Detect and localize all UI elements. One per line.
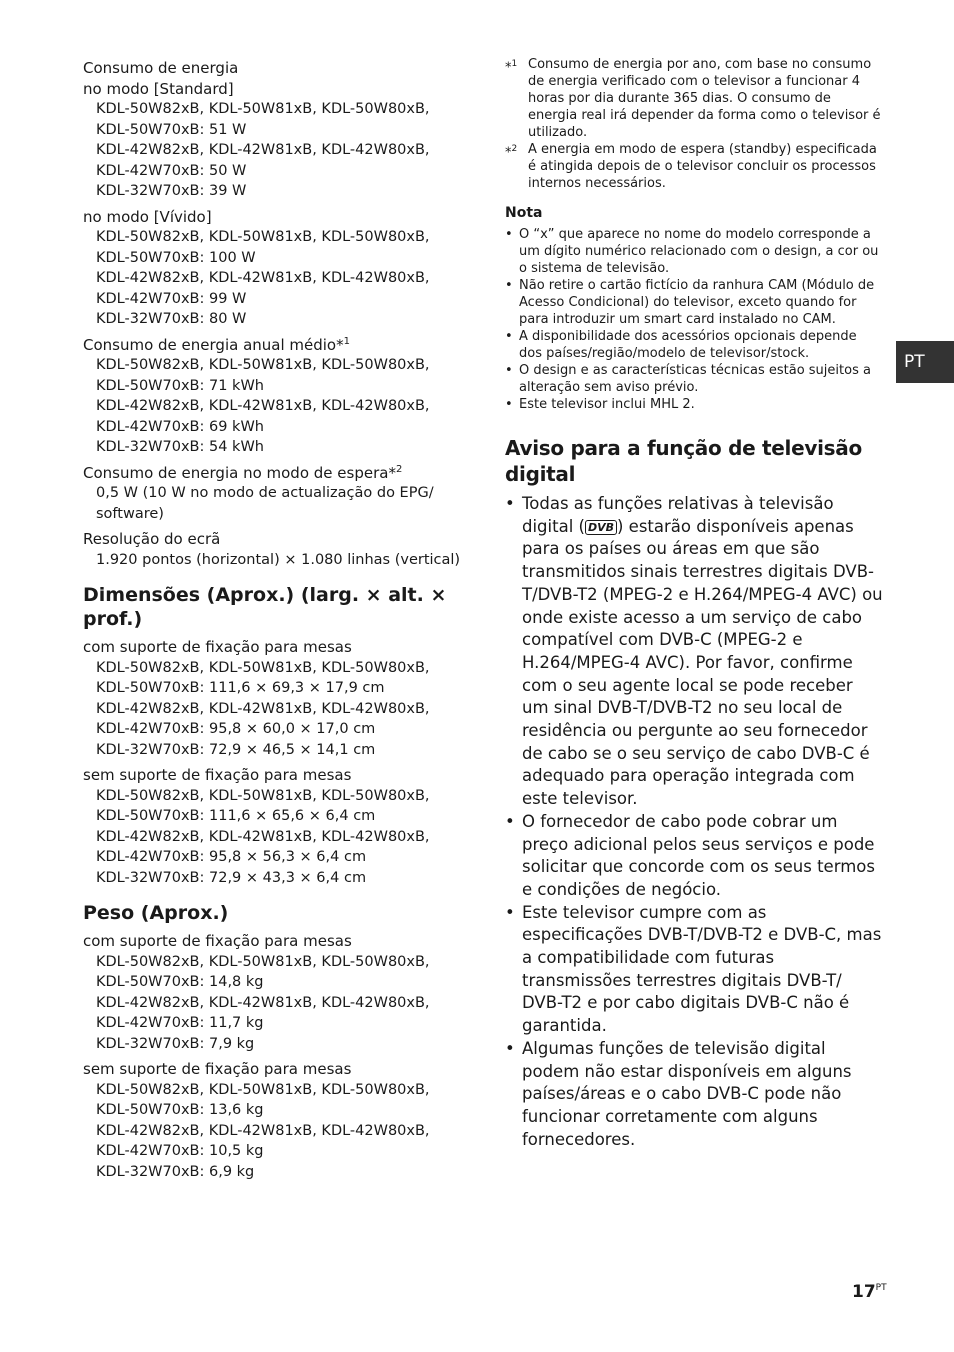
spec-row: KDL-32W70xB: 7,9 kg: [96, 1035, 255, 1052]
spec-row: KDL-32W70xB: 72,9 × 46,5 × 14,1 cm: [96, 741, 376, 758]
dimensions-with-stand-label: com suporte de fixação para mesas: [83, 638, 352, 656]
spec-row: KDL-50W82xB, KDL-50W81xB, KDL-50W80xB,: [96, 787, 430, 804]
weight-title: Peso (Aprox.): [83, 902, 229, 924]
spec-row: 0,5 W (10 W no modo de actualização do EPG/: [96, 485, 434, 501]
resolution-label: Resolução do ecrã: [83, 530, 221, 548]
spec-row: KDL-50W70xB: 100 W: [96, 249, 256, 266]
spec-row: KDL-50W82xB, KDL-50W81xB, KDL-50W80xB,: [96, 101, 430, 117]
power-standard-values: [83, 99, 473, 202]
digital-tv-text: Todas as funções relativas à televisão digital (: [522, 494, 834, 536]
spec-row: KDL-42W82xB, KDL-42W81xB, KDL-42W80xB,: [96, 1122, 430, 1139]
page-number: [852, 1282, 887, 1302]
footnote-marker: [505, 56, 517, 76]
page-number-value: 17: [852, 1282, 876, 1302]
spec-row: KDL-42W82xB, KDL-42W81xB, KDL-42W80xB,: [96, 828, 430, 845]
digital-tv-item: • Algumas funções de televisão digital podem não estar disponíveis em alguns países/áreas e o cabo DVB-C pode não funcionar corretamente com alguns fornecedores.: [505, 1038, 883, 1152]
digital-tv-item: • O fornecedor de cabo pode cobrar um preço adicional pelos seus serviços e pode solicitar que concorde com os seus termos e condições de negócio.: [505, 811, 883, 902]
dimensions-title: Dimensões (Aprox.) (larg. × alt. × prof.): [83, 584, 447, 630]
power-standby-label-text: Consumo de energia no modo de espera*: [83, 463, 396, 482]
dimensions-without-stand-label: sem suporte de fixação para mesas: [83, 766, 352, 784]
spec-row: KDL-32W70xB: 72,9 × 43,3 × 6,4 cm: [96, 869, 367, 886]
digital-tv-item: [505, 493, 883, 811]
footnote-marker: [505, 141, 517, 161]
nota-title: Nota: [505, 205, 543, 221]
power-vivid-label: no modo [Vívido]: [83, 207, 212, 226]
weight-with-stand-label: com suporte de fixação para mesas: [83, 932, 352, 950]
nota-item: • O design e as características técnicas estão sujeitos a alteração sem aviso prévio.: [505, 362, 883, 396]
nota-item: • O “x” que aparece no nome do modelo corresponde a um dígito numérico relacionado com o design, a cor ou o sistema de televisão.: [505, 226, 883, 277]
power-annual-label-text: Consumo de energia anual médio*: [83, 335, 344, 354]
power-standby-values: [83, 483, 473, 524]
footnote-2: [505, 141, 883, 192]
page-number-suffix: PT: [875, 1283, 887, 1293]
footnote-number: 2: [511, 144, 518, 154]
nota-item: • Este televisor inclui MHL 2.: [505, 396, 883, 413]
footnote-ref: 2: [395, 463, 403, 475]
spec-row: KDL-42W70xB: 10,5 kg: [96, 1143, 264, 1159]
spec-row: KDL-50W82xB, KDL-50W81xB, KDL-50W80xB,: [96, 1081, 430, 1098]
power-standard-label: Consumo de energia: [83, 59, 239, 77]
spec-row: KDL-32W70xB: 39 W: [96, 183, 247, 199]
spec-row: KDL-50W82xB, KDL-50W81xB, KDL-50W80xB,: [96, 953, 430, 970]
spec-row: KDL-50W70xB: 13,6 kg: [96, 1102, 264, 1118]
footnote-text: A energia em modo de espera (standby) especificada é atingida depois de o televisor concluir os processos internos necessários.: [528, 142, 877, 191]
power-annual-values: [83, 355, 473, 458]
power-standby-label: [83, 463, 473, 484]
power-annual-label: [83, 335, 473, 356]
right-column: [505, 56, 883, 1151]
spec-row: KDL-32W70xB: 54 kWh: [96, 439, 264, 455]
spec-row: KDL-42W70xB: 11,7 kg: [96, 1015, 264, 1031]
nota-item: • Não retire o cartão fictício da ranhura CAM (Módulo de Acesso Condicional) do televisor, exceto quando for para introduzir um smart card instalado no CAM.: [505, 277, 883, 328]
spec-row: KDL-42W70xB: 99 W: [96, 290, 247, 307]
spec-row: software): [96, 505, 164, 522]
footnote-text: Consumo de energia por ano, com base no consumo de energia verificado com o televisor a funcionar 4 horas por dia durante 365 dias. O consumo de energia real irá depender da forma como o televisor é utilizado.: [528, 57, 881, 140]
spec-row: KDL-32W70xB: 80 W: [96, 311, 247, 327]
spec-row: KDL-50W70xB: 111,6 × 69,3 × 17,9 cm: [96, 680, 385, 696]
power-vivid-values: [83, 227, 473, 330]
footnote-number: 1: [511, 59, 518, 69]
spec-row: KDL-50W70xB: 111,6 × 65,6 × 6,4 cm: [96, 808, 376, 824]
spec-row: KDL-50W82xB, KDL-50W81xB, KDL-50W80xB,: [96, 229, 430, 245]
language-tab: PT: [896, 341, 954, 383]
spec-row: KDL-42W70xB: 50 W: [96, 162, 247, 179]
spec-row: KDL-42W82xB, KDL-42W81xB, KDL-42W80xB,: [96, 270, 430, 286]
digital-tv-item: • Este televisor cumpre com as especificações DVB-T/DVB-T2 e DVB-C, mas a compatibilidade com futuras transmissões terrestres digitais DVB-T/ DVB-T2 e por cabo digitais DVB-C não é garantida.: [505, 902, 883, 1038]
spec-row: KDL-50W82xB, KDL-50W81xB, KDL-50W80xB,: [96, 357, 430, 373]
left-column: [83, 58, 473, 1182]
spec-row: KDL-42W82xB, KDL-42W81xB, KDL-42W80xB,: [96, 700, 430, 717]
spec-row: KDL-32W70xB: 6,9 kg: [96, 1163, 255, 1180]
footnote-1: [505, 56, 883, 141]
spec-row: KDL-42W82xB, KDL-42W81xB, KDL-42W80xB,: [96, 142, 430, 158]
spec-row: KDL-50W70xB: 51 W: [96, 121, 247, 138]
spec-row: KDL-42W70xB: 95,8 × 60,0 × 17,0 cm: [96, 721, 376, 737]
spec-row: KDL-50W70xB: 71 kWh: [96, 377, 264, 394]
digital-tv-text: ) estarão disponíveis apenas para os países ou áreas em que são transmitidos sinais terrestres digitais DVB-T/DVB-T2 (MPEG-2 e H.264/MPEG-4 AVC) ou onde existe acesso a um serviço de cabo compatível com DVB-C (MPEG-2 e H.264/MPEG-4 AVC). Por favor, confirme com o seu agente local se pode receber um sinal DVB-T/DVB-T2 no seu local de residência ou pergunte ao seu fornecedor de cabo se o seu serviço de cabo DVB-C é adequado para operação integrada com este televisor.: [522, 516, 883, 809]
dvb-logo-icon: DVB: [585, 520, 617, 535]
spec-row: KDL-42W70xB: 69 kWh: [96, 418, 264, 435]
spec-row: KDL-42W70xB: 95,8 × 56,3 × 6,4 cm: [96, 849, 367, 865]
spec-row: KDL-50W70xB: 14,8 kg: [96, 974, 264, 990]
digital-tv-title: Aviso para a função de televisão digital: [505, 436, 862, 486]
footnote-asterisk: *: [505, 145, 512, 161]
footnote-ref: 1: [343, 335, 350, 347]
spec-row: KDL-42W82xB, KDL-42W81xB, KDL-42W80xB,: [96, 994, 430, 1011]
spec-row: 1.920 pontos (horizontal) × 1.080 linhas (vertical): [96, 551, 461, 568]
weight-without-stand-label: sem suporte de fixação para mesas: [83, 1060, 352, 1078]
power-standard-mode-label: no modo [Standard]: [83, 79, 234, 98]
nota-item: • A disponibilidade dos acessórios opcionais depende dos países/região/modelo de televisor/stock.: [505, 328, 883, 362]
footnote-asterisk: *: [505, 60, 512, 76]
spec-row: KDL-42W82xB, KDL-42W81xB, KDL-42W80xB,: [96, 398, 430, 414]
spec-row: KDL-50W82xB, KDL-50W81xB, KDL-50W80xB,: [96, 659, 430, 676]
